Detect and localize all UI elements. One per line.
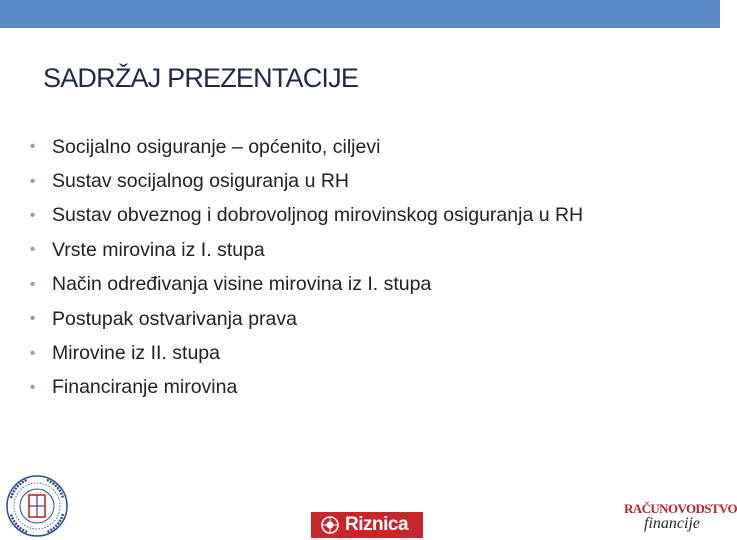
- bullet-text: Način određivanja visine mirovina iz I. stupa: [52, 273, 432, 296]
- list-item: [22, 302, 583, 336]
- bullet-icon: •: [29, 310, 36, 328]
- riznica-emblem-icon: [321, 516, 339, 534]
- list-item: [22, 199, 583, 233]
- riznica-wordmark: Riznica: [345, 514, 409, 535]
- bullet-icon: •: [29, 378, 36, 396]
- list-item: [22, 130, 583, 164]
- financije-wordmark: financije: [644, 515, 700, 532]
- bullet-icon: •: [29, 241, 36, 259]
- top-accent-bar: [0, 0, 720, 28]
- racunovodstvo-wordmark: RAČUNOVODSTVO: [624, 501, 737, 516]
- bullet-list: [22, 130, 583, 405]
- racunovodstvo-logo: [624, 495, 737, 540]
- list-item: [22, 371, 583, 405]
- bullet-icon: •: [29, 275, 36, 293]
- bullet-text: Socijalno osiguranje – općenito, ciljevi: [52, 135, 381, 158]
- bullet-text: Vrste mirovina iz I. stupa: [52, 238, 265, 261]
- bullet-icon: •: [29, 344, 36, 362]
- bullet-text: Sustav obveznog i dobrovoljnog mirovinskog osiguranja u RH: [52, 204, 584, 227]
- list-item: [22, 336, 583, 370]
- list-item: [22, 268, 583, 302]
- bullet-icon: •: [29, 206, 36, 224]
- bullet-text: Mirovine iz II. stupa: [52, 342, 220, 365]
- slide-title: SADRŽAJ PREZENTACIJE: [43, 63, 359, 93]
- bullet-icon: •: [29, 138, 36, 156]
- riznica-logo: [311, 512, 423, 538]
- list-item: [22, 164, 583, 198]
- bullet-icon: •: [29, 172, 36, 190]
- seal-logo: [5, 474, 69, 538]
- list-item: [22, 233, 583, 267]
- bullet-text: Postupak ostvarivanja prava: [52, 307, 297, 330]
- bullet-text: Financiranje mirovina: [52, 376, 238, 399]
- bullet-text: Sustav socijalnog osiguranja u RH: [52, 170, 349, 193]
